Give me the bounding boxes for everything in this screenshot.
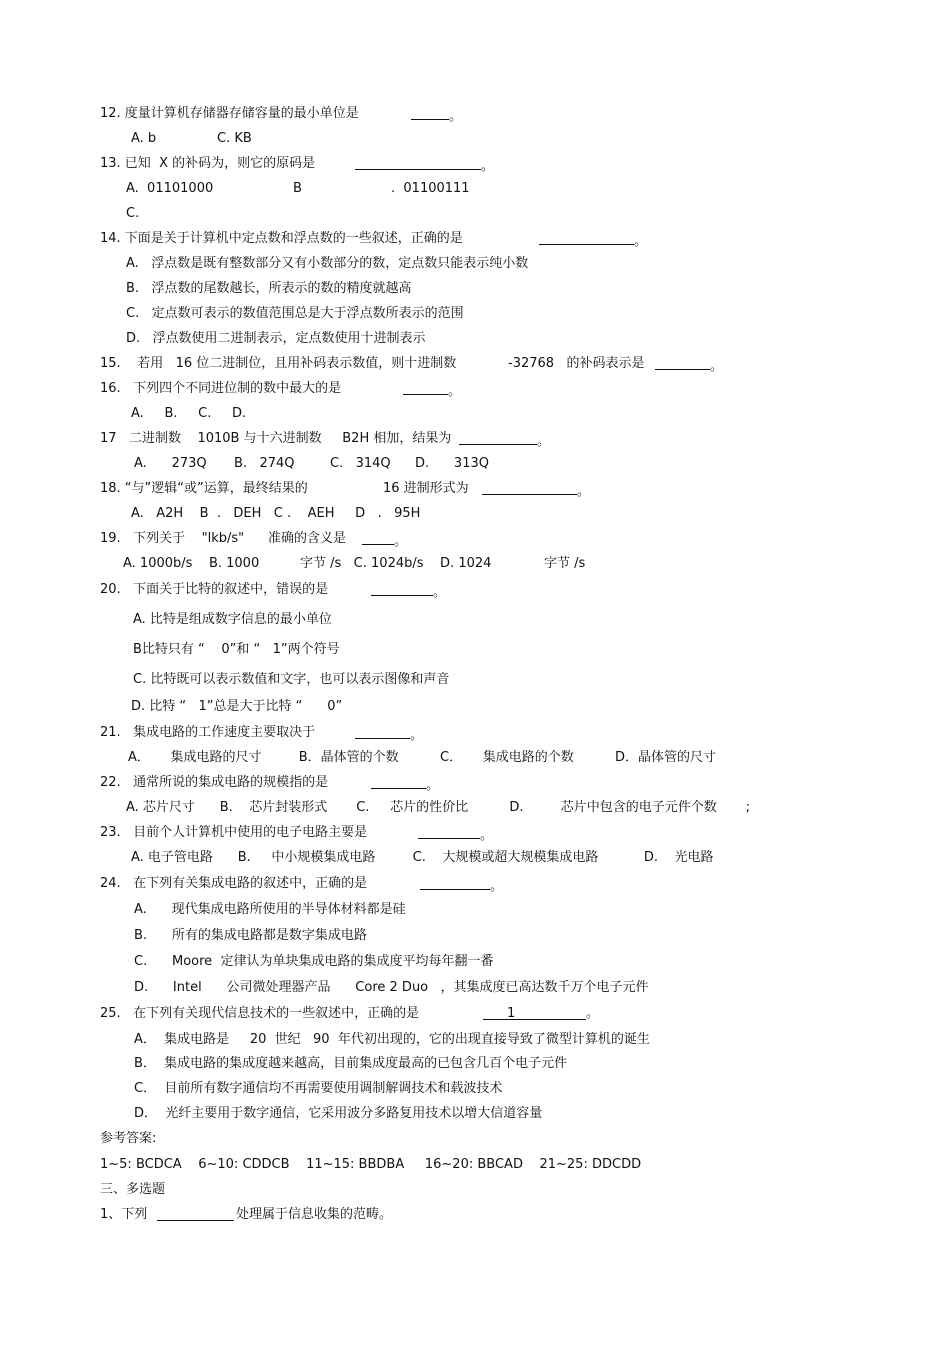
q17-option-b: B. 274Q xyxy=(234,456,295,471)
q14-text: 14. 下面是关于计算机中定点数和浮点数的一些叙述，正确的是 xyxy=(100,231,463,246)
q21-options: A． 集成电路的尺寸 B．晶体管的个数 C． 集成电路的个数 D．晶体管的尺寸 xyxy=(128,750,717,765)
q12-option-c: C. KB xyxy=(217,131,252,146)
q24-option-c: C. Moore 定律认为单块集成电路的集成度平均每年翻一番 xyxy=(134,954,494,969)
q24-option-d: D. Intel 公司微处理器产品 Core 2 Duo ，其集成度已高达数千万个电子元件 xyxy=(134,980,649,995)
q13-option-a: A. 01101000 xyxy=(126,181,214,196)
q23-text: 23. 目前个人计算机中使用的电子电路主要是 xyxy=(100,825,368,840)
q14-option-a: A. 浮点数是既有整数部分又有小数部分的数，定点数只能表示纯小数 xyxy=(126,256,529,271)
q22-options: A. 芯片尺寸 B. 芯片封装形式 C. 芯片的性价比 D. 芯片中包含的电子元件个数 ; xyxy=(126,800,751,815)
q17-option-d: D. 313Q xyxy=(415,456,489,471)
q14-option-c: C. 定点数可表示的数值范围总是大于浮点数所表示的范围 xyxy=(126,306,464,321)
q16-text: 16. 下列四个不同进位制的数中最大的是 xyxy=(100,381,342,396)
q25-option-c: C． 目前所有数字通信均不再需要使用调制解调技术和载波技术 xyxy=(134,1081,503,1096)
q20-answer-blank[interactable]: 。 xyxy=(371,582,446,601)
q18-text-b: 16 进制形式为 xyxy=(383,481,469,496)
q15-answer-blank[interactable]: 。 xyxy=(655,356,723,375)
q14-answer-blank[interactable]: 。 xyxy=(539,231,647,250)
q24-answer-blank[interactable]: 。 xyxy=(420,876,503,895)
q13-option-b-value: . 01100111 xyxy=(391,181,470,196)
q18-options: A. A2H B . DEH C . AEH D . 95H xyxy=(131,506,421,521)
multi-q1-text-b: 处理属于信息收集的范畴。 xyxy=(236,1207,393,1222)
q17-option-a: A. 273Q xyxy=(134,456,207,471)
q19-options-b-c-d: 字节 /s C. 1024b/s D. 1024 xyxy=(300,556,492,571)
q19-options-a-b: A. 1000b/s B. 1000 xyxy=(123,556,260,571)
q20-option-a: A. 比特是组成数字信息的最小单位 xyxy=(133,612,332,627)
q25-option-b: B． 集成电路的集成度越来越高，目前集成度最高的已包含几百个电子元件 xyxy=(134,1056,568,1071)
q21-text: 21. 集成电路的工作速度主要取决于 xyxy=(100,725,316,740)
q19-text: 19. 下列关于 "lkb/s" xyxy=(100,531,245,546)
q16-options: A. B. C. D. xyxy=(131,406,247,421)
q20-option-d: D. 比特 “ 1”总是大于比特 “ 0” xyxy=(131,699,343,714)
q25-option-a: A． 集成电路是 20 世纪 90 年代初出现的，它的出现直接导致了微型计算机的诞生 xyxy=(134,1032,650,1047)
q22-text: 22. 通常所说的集成电路的规模指的是 xyxy=(100,775,329,790)
q14-option-b: B. 浮点数的尾数越长，所表示的数的精度就越高 xyxy=(126,281,412,296)
q20-option-c: C. 比特既可以表示数值和文字，也可以表示图像和声音 xyxy=(133,672,450,687)
q12-option-a: A. b xyxy=(131,131,157,146)
q18-answer-blank[interactable]: 。 xyxy=(482,481,590,500)
section-title: 三、多选题 xyxy=(100,1182,166,1197)
q22-answer-blank[interactable]: 。 xyxy=(371,775,439,794)
q20-option-b: B比特只有 “ 0”和 “ 1”两个符号 xyxy=(133,642,340,657)
q13-answer-blank[interactable]: 。 xyxy=(355,156,494,175)
q23-options: A. 电子管电路 B. 中小规模集成电路 C. 大规模或超大规模集成电路 D. 光电路 xyxy=(131,850,714,865)
q13-text: 13. 已知 X 的补码为，则它的原码是 xyxy=(100,156,316,171)
q19-answer-blank[interactable]: 。 xyxy=(362,531,407,550)
q13-option-c: C. xyxy=(126,206,140,221)
q24-option-a: A. 现代集成电路所使用的半导体材料都是硅 xyxy=(134,902,406,917)
q13-option-b: B xyxy=(293,181,302,196)
q15-text: 15. 若用 16 位二进制位，且用补码表示数值，则十进制数 xyxy=(100,356,457,371)
answers-text: 1~5: BCDCA 6~10: CDDCB 11~15: BBDBA 16~20: BBCAD 21~25: DDCDD xyxy=(100,1157,642,1172)
q17-text: 17 二进制数 1010B 与十六进制数 B2H 相加，结果为 xyxy=(100,431,452,446)
q24-text: 24. 在下列有关集成电路的叙述中，正确的是 xyxy=(100,876,368,891)
q25-answer-blank[interactable]: 1 。 xyxy=(483,1006,599,1022)
q14-option-d: D. 浮点数使用二进制表示，定点数使用十进制表示 xyxy=(126,331,426,346)
q25-option-d: D． 光纤主要用于数字通信，它采用波分多路复用技术以增大信道容量 xyxy=(134,1106,543,1121)
q19-option-d-unit: 字节 /s xyxy=(544,556,586,571)
q25-answer-value: 1 xyxy=(507,1006,516,1021)
answers-title: 参考答案: xyxy=(100,1131,157,1146)
q20-text: 20. 下面关于比特的叙述中，错误的是 xyxy=(100,582,329,597)
q19-text-b: 准确的含义是 xyxy=(268,531,347,546)
q17-answer-blank[interactable]: 。 xyxy=(459,431,550,450)
q18-text: 18. “与”逻辑“或”运算，最终结果的 xyxy=(100,481,308,496)
multi-q1-text-a: 1、下列 xyxy=(100,1207,148,1222)
q24-option-b: B. 所有的集成电路都是数字集成电路 xyxy=(134,928,367,943)
q15-text-b: -32768 的补码表示是 xyxy=(508,356,645,371)
q12-text: 12. 度量计算机存储器存储容量的最小单位是 xyxy=(100,106,359,121)
multi-q1-answer-blank[interactable] xyxy=(157,1207,234,1226)
q23-answer-blank[interactable]: 。 xyxy=(418,825,493,844)
q25-text: 25. 在下列有关现代信息技术的一些叙述中，正确的是 xyxy=(100,1006,420,1021)
q17-option-c: C. 314Q xyxy=(330,456,391,471)
q21-answer-blank[interactable]: 。 xyxy=(355,725,423,744)
q16-answer-blank[interactable]: 。 xyxy=(403,381,461,400)
q12-answer-blank[interactable]: 。 xyxy=(411,106,462,125)
